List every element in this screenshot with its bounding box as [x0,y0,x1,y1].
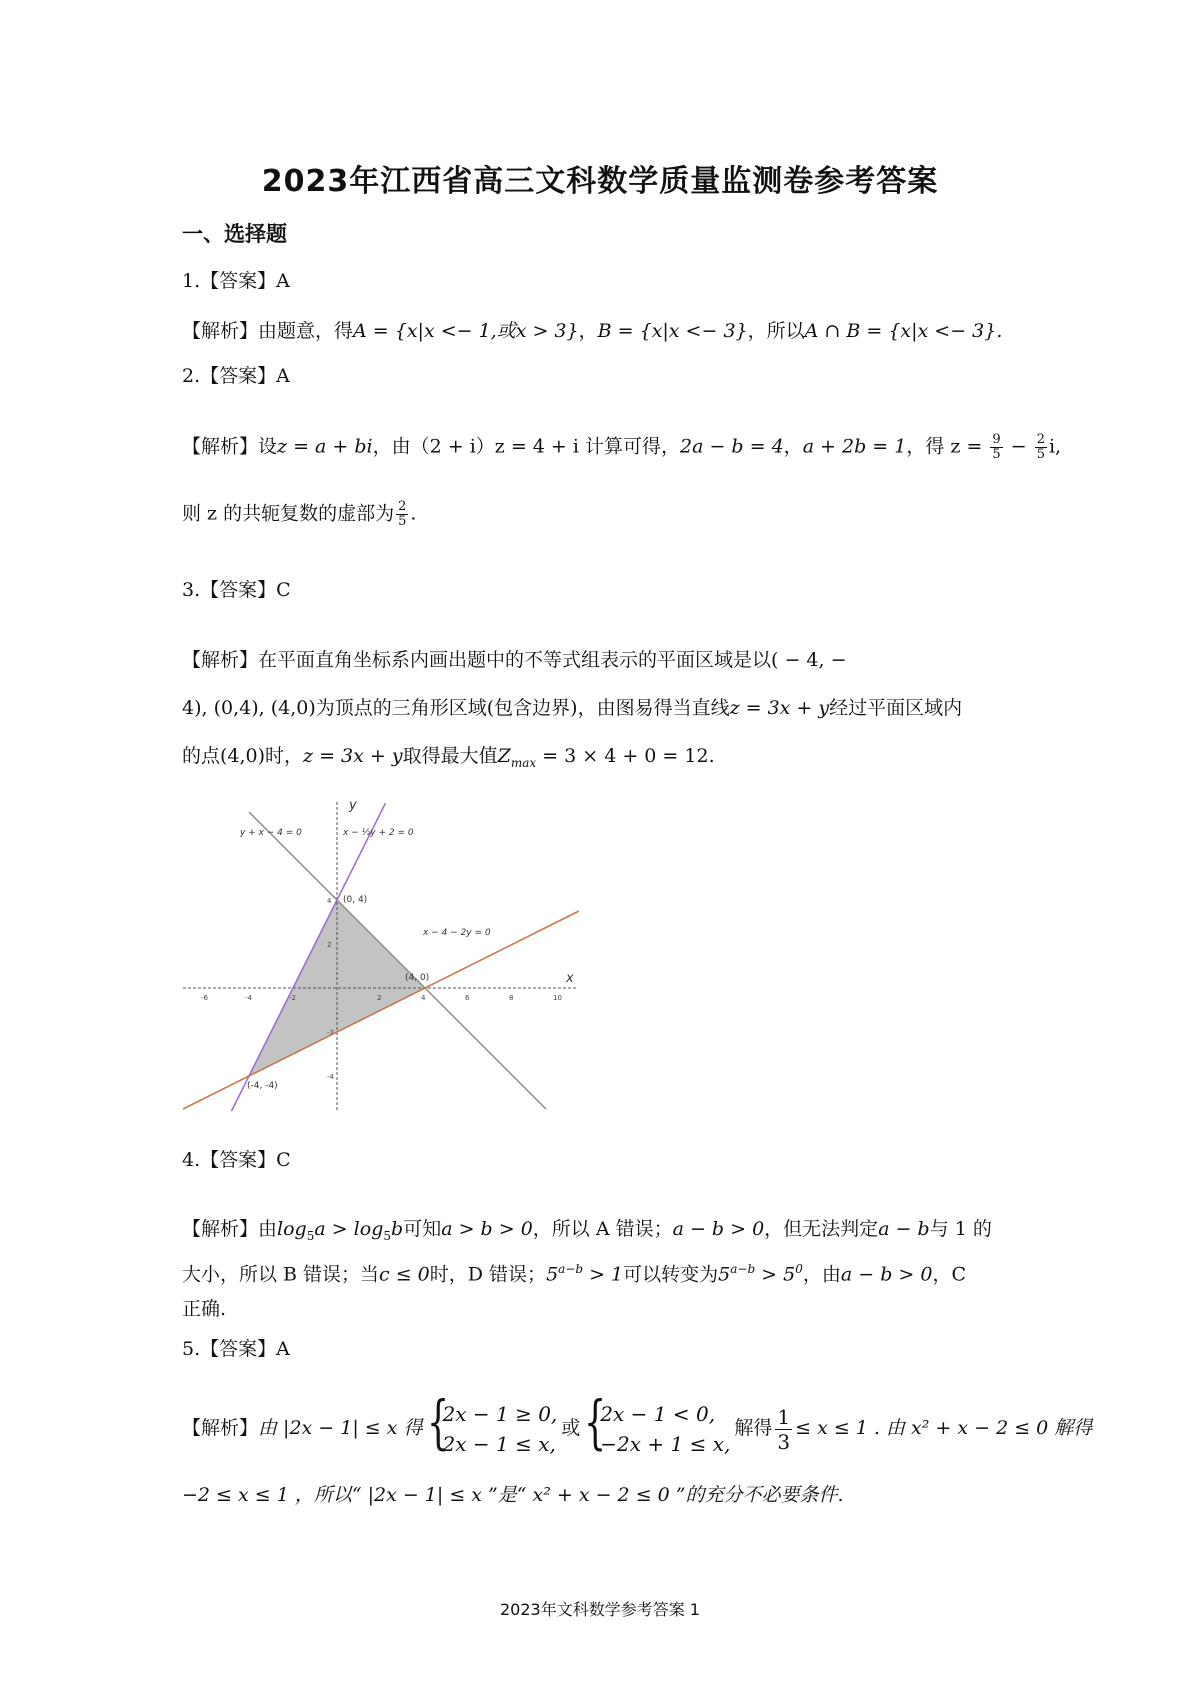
x-tick-label: 6 [465,994,470,1002]
math-text: −2 ≤ x ≤ 1 ，所以“ |2x − 1| ≤ x ”是“ x² + x − 2 ≤ 0 ”的充分不必要条件. [182,1484,844,1506]
boundary-line-1 [249,812,546,1109]
text: 在平面直角坐标系内画出题中的不等式组表示的平面区域是以( − 4, − [258,649,847,671]
x-axis-label: x [566,971,574,986]
inequality-system-1: { 2x − 1 ≥ 0, 2x − 1 ≤ x, [426,1388,558,1456]
line-label-1: y + x − 4 = 0 [240,828,302,838]
subscript: max [510,755,537,770]
text: ，由（2 + i）z = 4 + i 计算可得， [372,435,680,458]
inequality-system-2: { 2x − 1 < 0, −2x + 1 ≤ x, [584,1388,731,1456]
text: ，得 z = [906,435,989,458]
q4-explanation-line3: 正确. [182,1298,227,1320]
y-tick-label: 2 [327,941,332,949]
text: . [410,502,417,525]
text: 由题意，得 [258,320,354,342]
math-z-def: z = a + bi [277,435,373,458]
x-tick-label: 4 [421,994,426,1002]
text: 经过平面区域内 [829,697,963,719]
text: ， [578,320,598,342]
text: = 3 × 4 + 0 = 12. [536,745,715,767]
q3-answer: 3.【答案】C [182,579,291,601]
math-text: 由 |2x − 1| ≤ x 得 [258,1417,423,1439]
fraction: $\frac{9}{5}$ [992,432,1001,462]
boundary-line-3 [183,911,579,1109]
y-tick-label: -4 [327,1073,334,1081]
explanation-label: 【解析】 [182,320,259,342]
math-set-b: B = {x|x <− 3} [597,320,748,342]
q5-answer: 5.【答案】A [182,1338,290,1360]
math-set-a: A = {x|x <− 1,或x > 3} [353,320,579,342]
text: 则 z 的共轭复数的虚部为 [182,502,395,525]
math-zmax: Z [497,745,511,767]
x-tick-label: -4 [245,994,252,1002]
line-label-2: x − ½y + 2 = 0 [343,828,414,838]
x-tick-label: 10 [553,994,562,1002]
feasible-region-figure [183,795,583,1115]
explanation-label: 【解析】 [182,1218,259,1240]
text: − [1004,435,1033,458]
y-axis-label: y [349,798,357,813]
text: 4), (0,4), (4,0)为顶点的三角形区域(包含边界)，由图易得当直线 [182,697,730,719]
q2-explanation-line2 [182,500,416,529]
q3-explanation-line2 [182,696,962,720]
q3-explanation-line1 [182,648,847,672]
vertex-label: (-4, -4) [247,1081,278,1091]
text: 取得最大值 [402,745,498,767]
section-heading: 一、选择题 [182,222,287,246]
vertex-label: (4, 0) [405,973,430,983]
y-tick-label: -2 [327,1029,334,1037]
x-tick-label: 8 [509,994,514,1002]
q5-explanation: 【解析】由 |2x − 1| ≤ x 得 { 2x − 1 ≥ 0, 2x − 1 ≤ x, 或 { 2x − 1 < 0, −2x + 1 ≤ x, 解得 $\frac{1}{3}$ ≤ x ≤ 1 . 由 x² + x − 2 ≤ 0 解得 [182,1392,1092,1464]
explanation-label: 【解析】 [182,649,259,671]
q3-explanation-line3 [182,744,715,775]
text: i, [1048,435,1062,458]
math-z: z = 3x + y [303,745,403,767]
math-eq2: a + 2b = 1 [802,435,907,458]
q1-answer: 1.【答案】A [182,270,290,292]
q1-explanation [182,319,1002,343]
fraction: $\frac{1}{3}$ [777,1404,791,1454]
text: 的点(4,0)时， [182,745,304,767]
q5-explanation-line2 [182,1483,844,1507]
line-label-3: x − 4 − 2y = 0 [423,928,491,938]
q4-answer: 4.【答案】C [182,1149,291,1171]
y-tick-label: 4 [327,897,332,905]
q4-explanation-line1: 【解析】由$\log_5a > \log_5b$可知a > b > 0，所以 A 错误；a − b > 0，但无法判定a − b与 1 的 [182,1218,992,1243]
explanation-label: 【解析】 [182,1417,259,1439]
q2-explanation [182,433,1061,462]
page-footer: 2023年文科数学参考答案 1 [500,1600,700,1619]
math-text: ≤ x ≤ 1 . 由 x² + x − 2 ≤ 0 解得 [795,1417,1093,1439]
explanation-label: 【解析】 [182,435,259,458]
x-tick-label: -6 [201,994,208,1002]
q4-explanation-line2: 大小，所以 B 错误；当c ≤ 0时，D 错误；$5^{a-b} > 1$可以转变为$5^{a-b} > 5^0$，由a − b > 0，C [182,1262,967,1286]
math-result: A ∩ B = {x|x <− 3}. [804,320,1003,342]
page-title: 2023年江西省高三文科数学质量监测卷参考答案 [261,164,939,199]
math-z: z = 3x + y [729,697,830,719]
x-tick-label: 2 [377,994,382,1002]
q2-answer: 2.【答案】A [182,365,290,387]
math-eq1: 2a − b = 4 [680,435,784,458]
x-tick-label: -2 [289,994,296,1002]
text: ， [783,435,803,458]
fraction: $\frac{2}{5}$ [1036,432,1045,462]
vertex-label: (0, 4) [343,895,368,905]
fraction: $\frac{2}{5}$ [398,499,407,529]
text: ，所以 [747,320,805,342]
text: 设 [258,435,278,458]
